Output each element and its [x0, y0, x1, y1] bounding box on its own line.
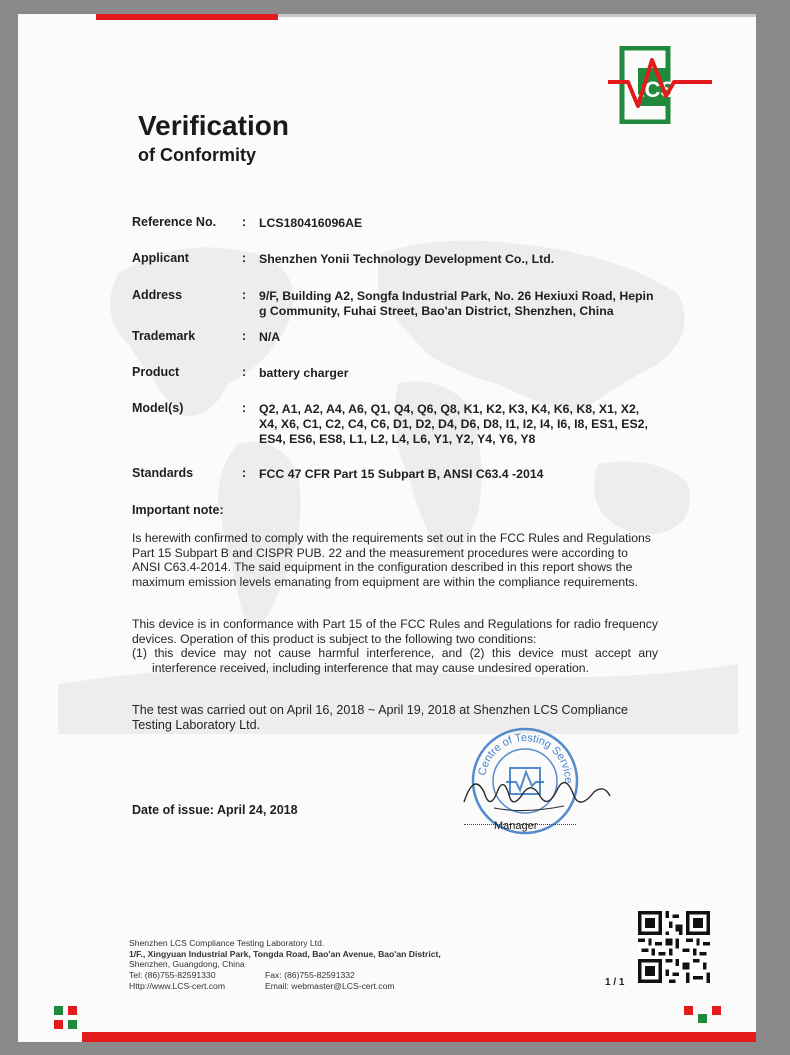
product-value: battery charger — [259, 366, 349, 380]
deco-square — [712, 1006, 721, 1015]
page-number: 1 / 1 — [605, 977, 625, 988]
models-colon: : — [242, 401, 247, 415]
manager-signature — [454, 762, 614, 822]
standards-value: FCC 47 CFR Part 15 Subpart B, ANSI C63.4 -2014 — [259, 467, 544, 481]
page-subtitle: of Conformity — [138, 145, 256, 165]
footer-email: Email: webmaster@LCS-cert.com — [265, 980, 395, 991]
stamp-text: Centre of Testing Service — [476, 731, 575, 784]
trademark-label: Trademark — [132, 329, 196, 343]
product-colon: : — [242, 365, 247, 379]
applicant-value: Shenzhen Yonii Technology Development Co., Ltd. — [259, 252, 555, 266]
applicant-label: Applicant — [132, 251, 189, 265]
signatory-title: Manager — [494, 820, 538, 832]
address-value: 9/F, Building A2, Songfa Industrial Park, No. 26 Hexiuxi Road, Heping Community, Fuhai Street, Bao'an District, Shenzhen, China — [259, 289, 654, 318]
date-of-issue: Date of issue: April 24, 2018 — [132, 803, 298, 817]
footer-fax: Fax: (86)755-82591332 — [265, 970, 355, 981]
footer-contact — [129, 938, 441, 991]
product-label: Product — [132, 365, 180, 379]
page-title: Verification — [138, 110, 289, 141]
top-red-bar — [96, 14, 278, 20]
reference-label: Reference No. — [132, 215, 217, 229]
top-gray-bar — [278, 14, 756, 17]
trademark-value: N/A — [259, 330, 281, 344]
deco-square — [698, 1014, 707, 1023]
deco-square — [68, 1006, 77, 1015]
trademark-colon: : — [242, 329, 247, 343]
address-label: Address — [132, 288, 183, 302]
deco-square — [54, 1006, 63, 1015]
applicant-colon: : — [242, 251, 247, 265]
address-colon: : — [242, 288, 247, 302]
deco-square — [68, 1020, 77, 1029]
standards-colon: : — [242, 466, 247, 480]
models-label: Model(s) — [132, 401, 184, 415]
deco-square — [684, 1006, 693, 1015]
note-paragraph-1: Is herewith confirmed to comply with the requirements set out in the FCC Rules and Regulations Part 15 Subpart B and CISPR PUB. 22 and the measurement procedures were according to ANSI C63.4-2014. The said equipment in the configuration described in this report shows the maximum emission levels emanating from equipment are within the compliance requirements. — [132, 531, 651, 589]
bottom-red-bar — [82, 1032, 756, 1042]
reference-value: LCS180416096AE — [259, 216, 363, 230]
standards-label: Standards — [132, 466, 194, 480]
lcs-logo — [608, 46, 712, 124]
footer-tel: Tel: (86)755-82591330 — [129, 970, 216, 981]
deco-square — [54, 1020, 63, 1029]
footer-address-1: 1/F., Xingyuan Industrial Park, Tongda Road, Bao'an Avenue, Bao'an District, — [129, 948, 441, 959]
reference-colon: : — [242, 215, 247, 229]
certificate-page — [18, 14, 756, 1042]
footer-company: Shenzhen LCS Compliance Testing Laboratory Ltd. — [129, 938, 325, 948]
important-note-heading: Important note: — [132, 503, 224, 517]
conditions-list: (1) this device may not cause harmful interference, and (2) this device must accept any interference received, including interference that may cause undesired operation. — [132, 646, 658, 675]
note-paragraph-3: The test was carried out on April 16, 2018 ~ April 19, 2018 at Shenzhen LCS Compliance Testing Laboratory Ltd. — [132, 703, 629, 732]
note-paragraph-2 — [132, 617, 658, 675]
models-value: Q2, A1, A2, A4, A6, Q1, Q4, Q6, Q8, K1, K2, K3, K4, K6, K8, X1, X2, X4, X6, C1, C2, C4, C6, D1, D2, D4, D6, D8, I1, I2, I4, I6, I8, ES1, ES2, ES4, ES6, ES8, L1, L2, L4, L6, Y1, Y2, Y4, Y6, Y8 — [259, 402, 648, 446]
logo-text: LCS — [631, 77, 675, 102]
qr-code — [638, 911, 710, 983]
footer-address-2: Shenzhen, Guangdong, China — [129, 959, 245, 970]
footer-web: Http://www.LCS-cert.com — [129, 980, 225, 991]
conditions-intro: This device is in conformance with Part 15 of the FCC Rules and Regulations for radio frequency devices. Operation of this product is subject to the following two conditions: — [132, 617, 658, 646]
